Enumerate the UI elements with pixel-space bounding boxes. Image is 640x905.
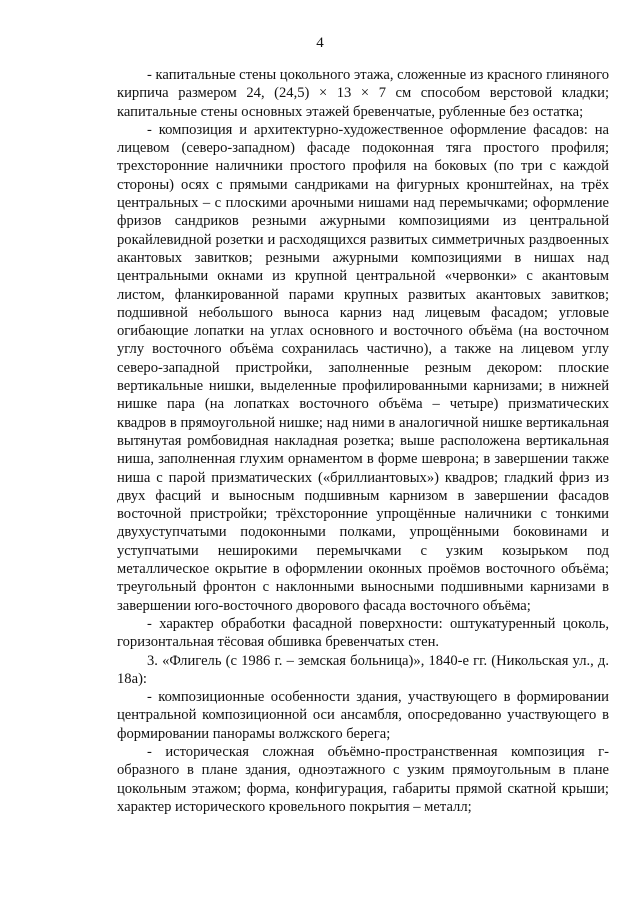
paragraph-facade-composition: - композиция и архитектурно-художественное оформление фасадов: на лицевом (северо-западном) фасаде подоконная тяга простого профиля; трехсторонние наличники простого профиля на боковых (по три с каждой стороны) осях с прямыми сандриками на фигурных кронштейнах, на трёх центральных – с плоскими арочными нишами над перемычками; оформление фризов сандриков резными ажурными композициями из центральной рокайлевидной розетки и расходящихся развитых симметричных раздвоенных акантовых завитков; резными ажурными композициями в нишах над центральными окнами из крупной центральной «червонки» с акантовым листом, фланкированной парами крупных развитых акантовых завитков; подшивной небольшого выноса карниз над лицевым фасадом; угловые огибающие лопатки на углах основного и восточного объёма (на восточном углу восточного объёма сохранилась частично), а также на лицевом углу северо-западной пристройки, заполненные резным декором: плоские вертикальные нишки, выделенные профилированными карнизами; в нижней нишке пара (на лопатках восточного объёма – четыре) призматических квадров в прямоугольной нишке; над ними в аналогичной нишке вертикальная вытянутая ромбовидная накладная розетка; выше расположена вертикальная ниша, заполненная глухим орнаментом в форме шеврона; в завершении также ниша с парой призматических («бриллиантовых») квадров; гладкий фриз из двух фасций и выносным подшивным карнизом в завершении фасадов восточной пристройки; трёхсторонние упрощённые наличники с тонкими двухуступчатыми подоконными полками, упрощёнными боковинами и уступчатыми неширокими перемычками с узким козырьком под металлическое окрытие в оформлении оконных проёмов восточного объёма; треугольный фронтон с наклонными выносными подшивными карнизами в завершении юго-восточного дворового фасада восточного объёма; xyxy=(117,121,609,614)
paragraph-volume-composition: - историческая сложная объёмно-пространственная композиция г-образного в плане здания, одноэтажного с узким прямоугольным в плане цокольным этажом; форма, конфигурация, габариты прямой скатной крыши; характер исторического кровельного покрытия – металл; xyxy=(117,743,609,815)
page-number: 4 xyxy=(316,35,324,51)
paragraph-walls: - капитальные стены цокольного этажа, сложенные из красного глиняного кирпича размером 24, (24,5) × 13 × 7 см способом верстовой кладки; капитальные стены основных этажей бревенчатые, рубленные без остатка; xyxy=(117,67,609,120)
paragraph-facade-surface: - характер обработки фасадной поверхности: оштукатуренный цоколь, горизонтальная тёсовая обшивка бревенчатых стен. xyxy=(117,615,609,651)
paragraph-composition-features: - композиционные особенности здания, участвующего в формировании центральной композиционной оси ансамбля, опосредованно участвующего в формировании панорамы волжского берега; xyxy=(117,689,609,742)
paragraph-outbuilding-heading: 3. «Флигель (с 1986 г. – земская больница)», 1840-е гг. (Никольская ул., д. 18а): xyxy=(117,652,609,687)
document-body xyxy=(117,66,609,816)
